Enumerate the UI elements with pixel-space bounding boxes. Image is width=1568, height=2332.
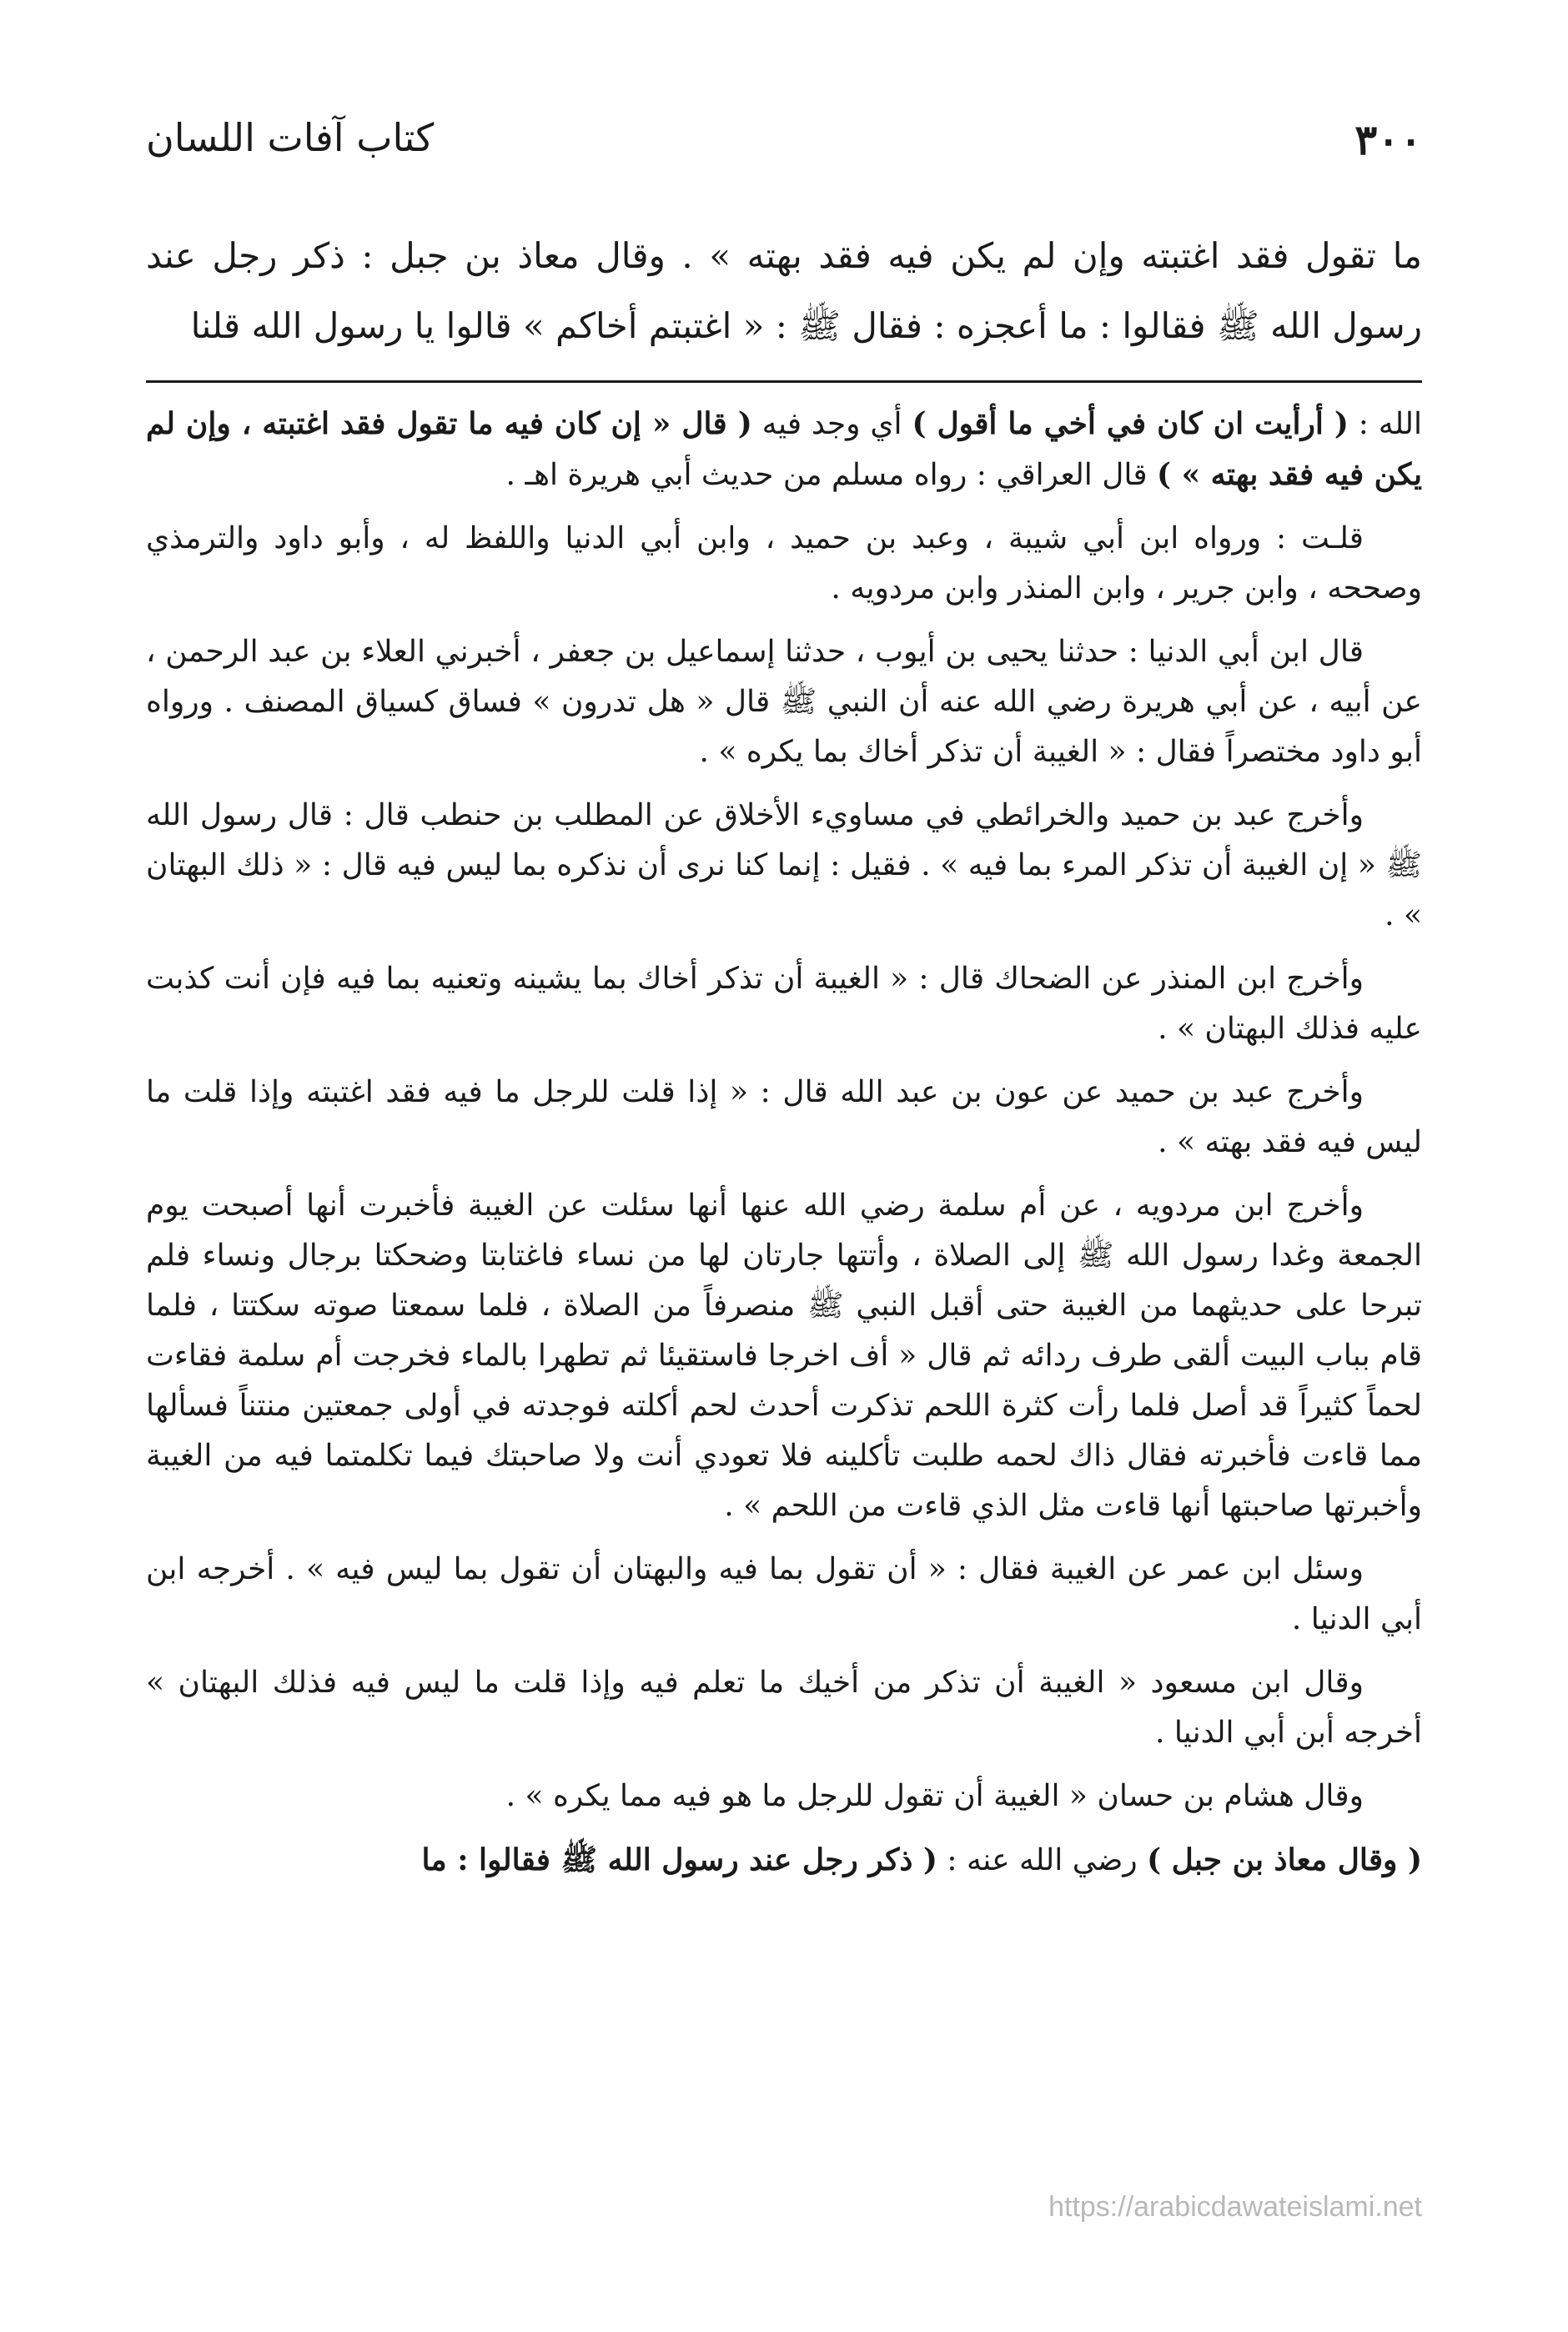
p1-quote: ( أرأيت ان كان في أخي ما أقول ) bbox=[912, 406, 1349, 441]
commentary-paragraph-5: وأخرج ابن المنذر عن الضحاك قال : « الغيبة أن تذكر أخاك بما يشينه وتعنيه بما فيه فإن أنت كذبت عليه فذلك البهتان » . bbox=[146, 962, 1422, 1046]
page-number: ٣٠٠ bbox=[1354, 115, 1422, 164]
commentary-paragraph-11 bbox=[146, 1835, 1422, 1886]
commentary-paragraph-4: وأخرج عبد بن حميد والخرائطي في مساويء الأخلاق عن المطلب بن حنطب قال : قال رسول الله ﷺ « إن الغيبة أن تذكر المرء بما فيه » . فقيل : إنما كنا نرى أن نذكره بما ليس فيه قال : « ذلك البهتان » . bbox=[146, 798, 1422, 932]
commentary-paragraph-9: وقال ابن مسعود « الغيبة أن تذكر من أخيك ما تعلم فيه وإذا قلت ما ليس فيه فذلك البهتان » أخرجه أبن أبي الدنيا . bbox=[146, 1666, 1422, 1750]
commentary-paragraph-7: وأخرج ابن مردويه ، عن أم سلمة رضي الله عنها أنها سئلت عن الغيبة فأخبرت أنها أصبحت يوم الجمعة وغدا رسول الله ﷺ إلى الصلاة ، وأتتها جارتان لها من نساء فاغتابتا وضحكتا برجال ونساء فلم تبرحا على حديثهما من الغيبة حتى أقبل النبي ﷺ منصرفاً من الصلاة ، فلما سمعتا صوته سكتتا ، فلما قام بباب البيت ألقى طرف ردائه ثم قال « أف اخرجا فاستقيئا ثم تطهرا بالماء فخرجت أم سلمة فقاءت لحماً كثيراً قد أصل فلما رأت كثرة اللحم تذكرت أحدث لحم أكلته فوجدته في أولى جمعتين منتناً فسألها مما قاءت فأخبرته فقال ذاك لحمه طلبت تأكلينه فلا تعودي أنت ولا صاحبتك فيما تكلمتما فيه من الغيبة وأخبرتها صاحبتها أنها قاءت مثل الذي قاءت من اللحم » . bbox=[146, 1189, 1422, 1523]
watermark-url: https://arabicdawateislami.net bbox=[1048, 2191, 1422, 2223]
commentary-paragraph-6: وأخرج عبد بن حميد عن عون بن عبد الله قال : « إذا قلت للرجل ما فيه فقد اغتبته وإذا قلت ما ليس فيه فقد بهته » . bbox=[146, 1075, 1422, 1159]
page-header bbox=[146, 115, 1422, 173]
p1-source: قال العراقي : رواه مسلم من حديث أبي هريرة اهـ . bbox=[505, 458, 1158, 492]
p11-quote: ( وقال معاذ بن جبل ) bbox=[1147, 1842, 1422, 1877]
book-title: كتاب آفات اللسان bbox=[146, 115, 435, 160]
p1-hadith: ( قال « إن كان فيه ما تقول فقد اغتبته ، وإن لم يكن فيه فقد بهته » ) bbox=[146, 406, 1422, 492]
separator-rule bbox=[146, 380, 1422, 383]
main-paragraph: ما تقول فقد اغتبته وإن لم يكن فيه فقد بهته » . وقال معاذ بن جبل : ذكر رجل عند رسول الله ﷺ فقالوا : ما أعجزه : فقال ﷺ : « اغتبتم أخاكم » قالوا يا رسول الله قلنا bbox=[146, 235, 1422, 346]
commentary-paragraph-8: وسئل ابن عمر عن الغيبة فقال : « أن تقول بما فيه والبهتان أن تقول بما ليس فيه » . أخرجه ابن أبي الدنيا . bbox=[146, 1552, 1422, 1636]
p1-gloss: أي وجد فيه bbox=[751, 407, 912, 441]
commentary bbox=[146, 399, 1422, 1899]
p11-hadith: ( ذكر رجل عند رسول الله ﷺ فقالوا : ما bbox=[421, 1842, 937, 1877]
p11-gloss: رضي الله عنه : bbox=[937, 1843, 1148, 1877]
commentary-paragraph-3: قال ابن أبي الدنيا : حدثنا يحيى بن أيوب ، حدثنا إسماعيل بن جعفر ، أخبرني العلاء بن عبد الرحمن ، عن أبيه ، عن أبي هريرة رضي الله عنه أن النبي ﷺ قال « هل تدرون » فساق كسياق المصنف . ورواه أبو داود مختصراً فقال : « الغيبة أن تذكر أخاك بما يكره » . bbox=[146, 635, 1422, 769]
commentary-paragraph-10: وقال هشام بن حسان « الغيبة أن تقول للرجل ما هو فيه مما يكره » . bbox=[505, 1779, 1364, 1813]
commentary-paragraph-1 bbox=[146, 399, 1422, 500]
main-text bbox=[146, 221, 1422, 361]
p1-lead: الله : bbox=[1348, 407, 1422, 441]
commentary-paragraph-2: قلـت : ورواه ابن أبي شيبة ، وعبد بن حميد ، وابن أبي الدنيا واللفظ له ، وأبو داود والترمذي وصححه ، وابن جرير ، وابن المنذر وابن مردويه . bbox=[146, 521, 1422, 606]
